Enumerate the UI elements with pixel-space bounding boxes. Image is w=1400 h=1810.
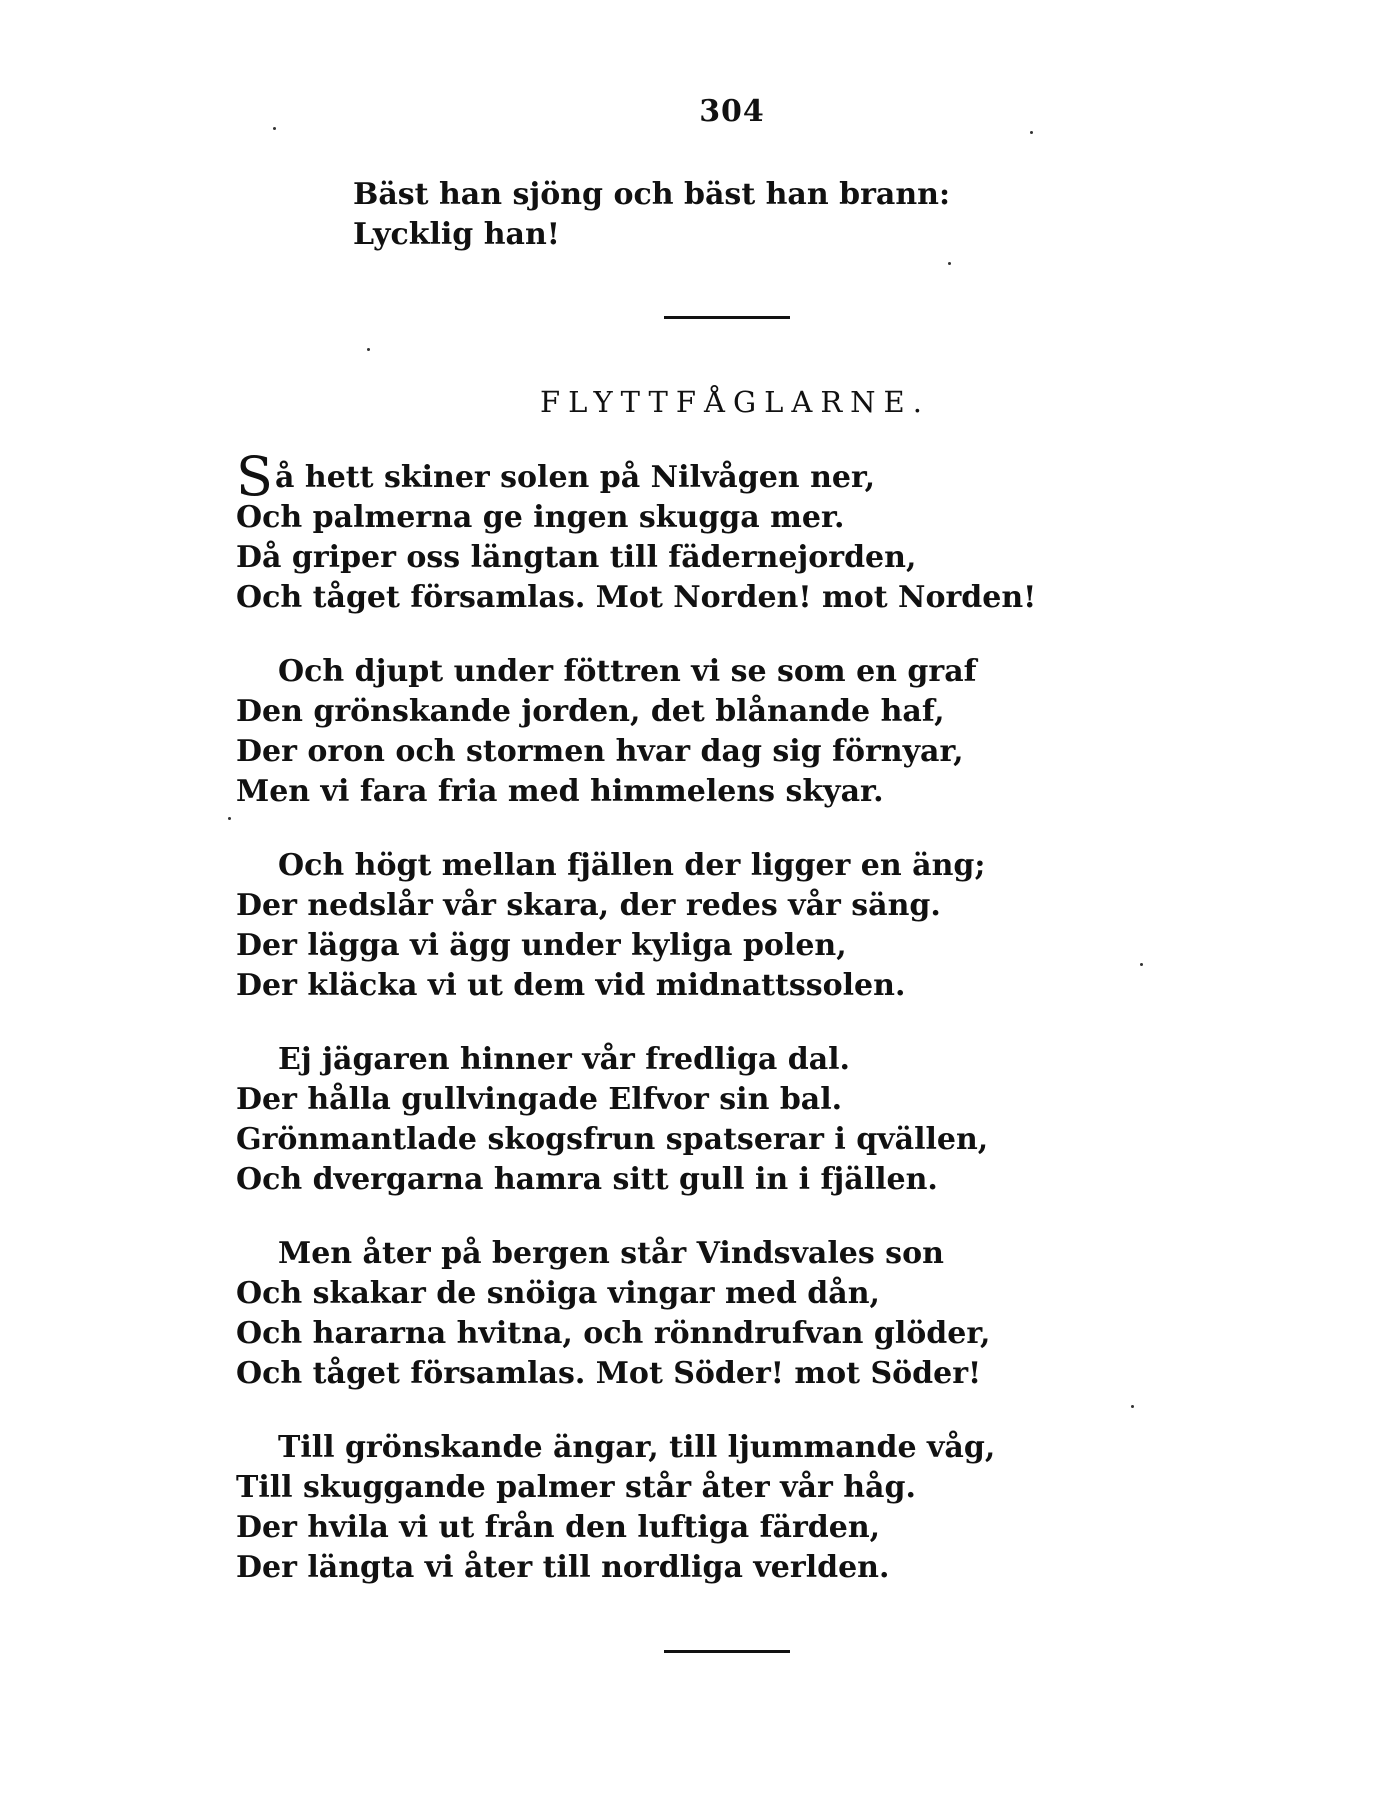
print-speck bbox=[273, 127, 276, 130]
stanza-2 bbox=[236, 652, 1236, 812]
poem-line bbox=[236, 445, 1236, 508]
stanza-1 bbox=[236, 445, 1236, 618]
poem-line-text: å hett skiner solen på Nilvågen ner, bbox=[275, 460, 876, 495]
poem-line: Och skakar de snöiga vingar med dån, bbox=[236, 1276, 880, 1311]
poem-line: Der lägga vi ägg under kyliga polen, bbox=[236, 928, 847, 963]
poem-line: Der längta vi åter till nordliga verlden. bbox=[236, 1550, 890, 1585]
print-speck bbox=[228, 817, 231, 820]
poem-line: Men vi fara fria med himmelens skyar. bbox=[236, 774, 884, 809]
poem-body bbox=[236, 445, 1236, 1622]
poem-line: Och tåget församlas. Mot Söder! mot Söder! bbox=[236, 1356, 982, 1391]
poem-line: Till grönskande ängar, till ljummande våg, bbox=[278, 1430, 996, 1465]
poem-line: Och dvergarna hamra sitt gull in i fjällen. bbox=[236, 1162, 938, 1197]
poem-line: Der nedslår vår skara, der redes vår säng. bbox=[236, 888, 941, 923]
poem-line: Den grönskande jorden, det blånande haf, bbox=[236, 694, 945, 729]
previous-poem-ending bbox=[353, 175, 950, 255]
section-divider-top bbox=[664, 316, 790, 319]
poem-line: Grönmantlade skogsfrun spatserar i qvällen, bbox=[236, 1122, 989, 1157]
print-speck bbox=[367, 348, 370, 351]
print-speck bbox=[948, 262, 951, 265]
poem-line: Der oron och stormen hvar dag sig förnyar, bbox=[236, 734, 964, 769]
poem-line: Och palmerna ge ingen skugga mer. bbox=[236, 500, 845, 535]
poem-line: Der kläcka vi ut dem vid midnattssolen. bbox=[236, 968, 906, 1003]
poem-line: Och hararna hvitna, och rönndrufvan glöder, bbox=[236, 1316, 991, 1351]
poem-line: Ej jägaren hinner vår fredliga dal. bbox=[278, 1042, 850, 1077]
print-speck bbox=[1140, 963, 1143, 966]
poem-line: Der hålla gullvingade Elfvor sin bal. bbox=[236, 1082, 843, 1117]
poem-line: Och högt mellan fjällen der ligger en äng; bbox=[278, 848, 986, 883]
previous-poem-line: Lycklig han! bbox=[353, 217, 560, 252]
stanza-6 bbox=[236, 1428, 1236, 1588]
page-number: 304 bbox=[699, 94, 765, 129]
stanza-5 bbox=[236, 1234, 1236, 1394]
poem-line: Men åter på bergen står Vindsvales son bbox=[278, 1236, 944, 1271]
drop-cap: S bbox=[236, 445, 273, 508]
previous-poem-line: Bäst han sjöng och bäst han brann: bbox=[353, 177, 951, 212]
poem-line: Der hvila vi ut från den luftiga färden, bbox=[236, 1510, 881, 1545]
poem-title: FLYTTFÅGLARNE. bbox=[540, 385, 930, 419]
poem-line: Då griper oss längtan till fädernejorden, bbox=[236, 540, 917, 575]
print-speck bbox=[1131, 1405, 1134, 1408]
section-divider-bottom bbox=[664, 1650, 790, 1653]
poem-line: Och djupt under föttren vi se som en graf bbox=[278, 654, 977, 689]
poem-line: Och tåget församlas. Mot Norden! mot Norden! bbox=[236, 580, 1037, 615]
stanza-3 bbox=[236, 846, 1236, 1006]
poem-line: Till skuggande palmer står åter vår håg. bbox=[236, 1470, 916, 1505]
print-speck bbox=[1030, 131, 1033, 134]
stanza-4 bbox=[236, 1040, 1236, 1200]
